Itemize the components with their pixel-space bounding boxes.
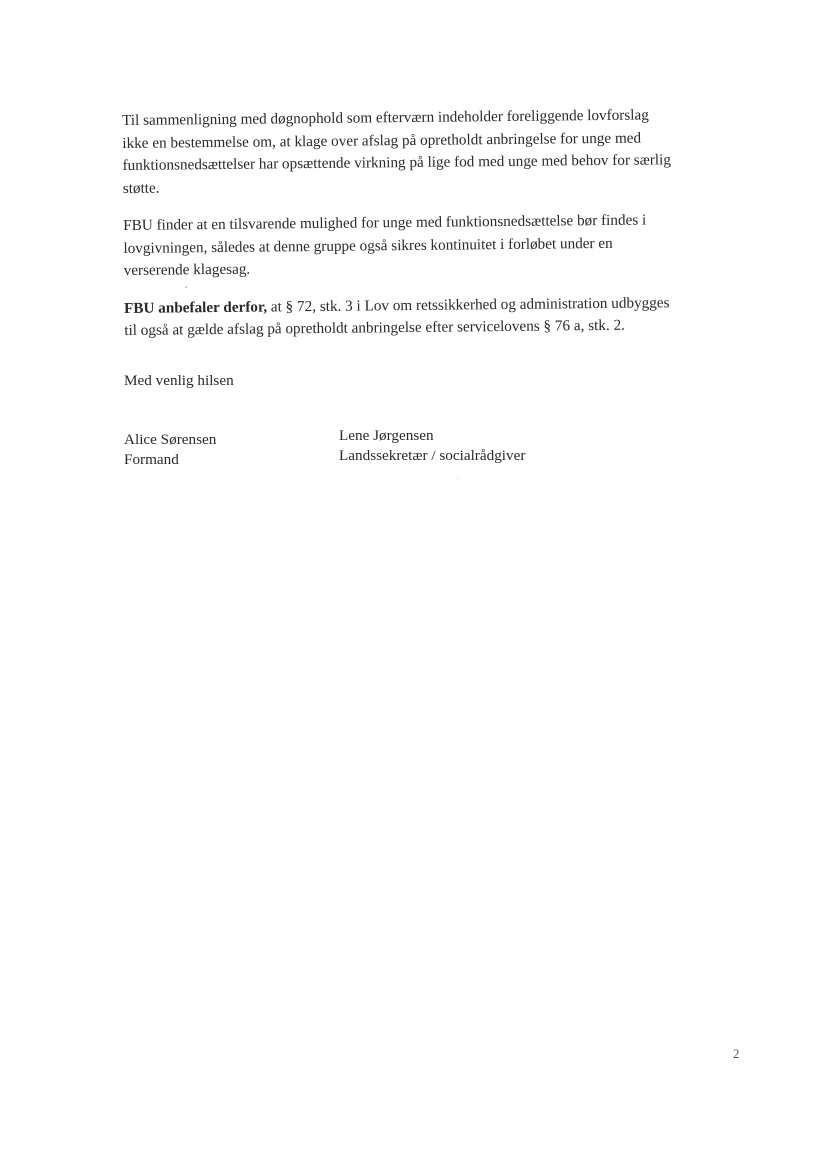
signatory-chair: [124, 430, 216, 470]
signatory-title: Landssekretær / socialrådgiver: [339, 447, 526, 464]
text-line: FBU finder at en tilsvarende mulighed for unge med funktionsnedsættelse bør findes i: [123, 211, 647, 234]
text-line: støtte.: [122, 179, 160, 197]
scan-speck: [185, 286, 187, 288]
closing-greeting: Med venlig hilsen: [124, 372, 234, 389]
paragraph-fbu-finding: [123, 209, 734, 283]
text-line: funktionsnedsættelser har opsættende virkning på lige fod med unge med behov for særlig: [122, 151, 671, 174]
signatory-name: Lene Jørgensen: [339, 427, 434, 444]
paragraph-recommendation: [124, 291, 734, 342]
text-line: verserende klagesag.: [123, 260, 251, 279]
text-line: ikke en bestemmelse om, at klage over afslag på opretholdt anbringelse for unge med: [122, 129, 642, 152]
signatory-title: Formand: [124, 451, 179, 468]
signatory-secretary: [339, 426, 525, 466]
page-number: 2: [733, 1046, 740, 1061]
scan-speck: [457, 478, 458, 479]
letter-body: [122, 104, 734, 343]
text-line: Til sammenligning med døgnophold som efterværn indeholder foreliggende lovforslag: [122, 106, 649, 129]
paragraph-comparison: [122, 104, 733, 200]
text-line: lovgivningen, således at denne gruppe også sikres kontinuitet i forløbet under en: [123, 234, 613, 257]
recommendation-lead: FBU anbefaler derfor,: [123, 297, 268, 317]
text-line: til også at gælde afslag på opretholdt anbringelse efter servicelovens § 76 a, stk. 2.: [124, 316, 625, 339]
signatory-name: Alice Sørensen: [124, 431, 217, 448]
recommendation-text: at § 72, stk. 3 i Lov om retssikkerhed og administration udbygges: [266, 293, 670, 315]
